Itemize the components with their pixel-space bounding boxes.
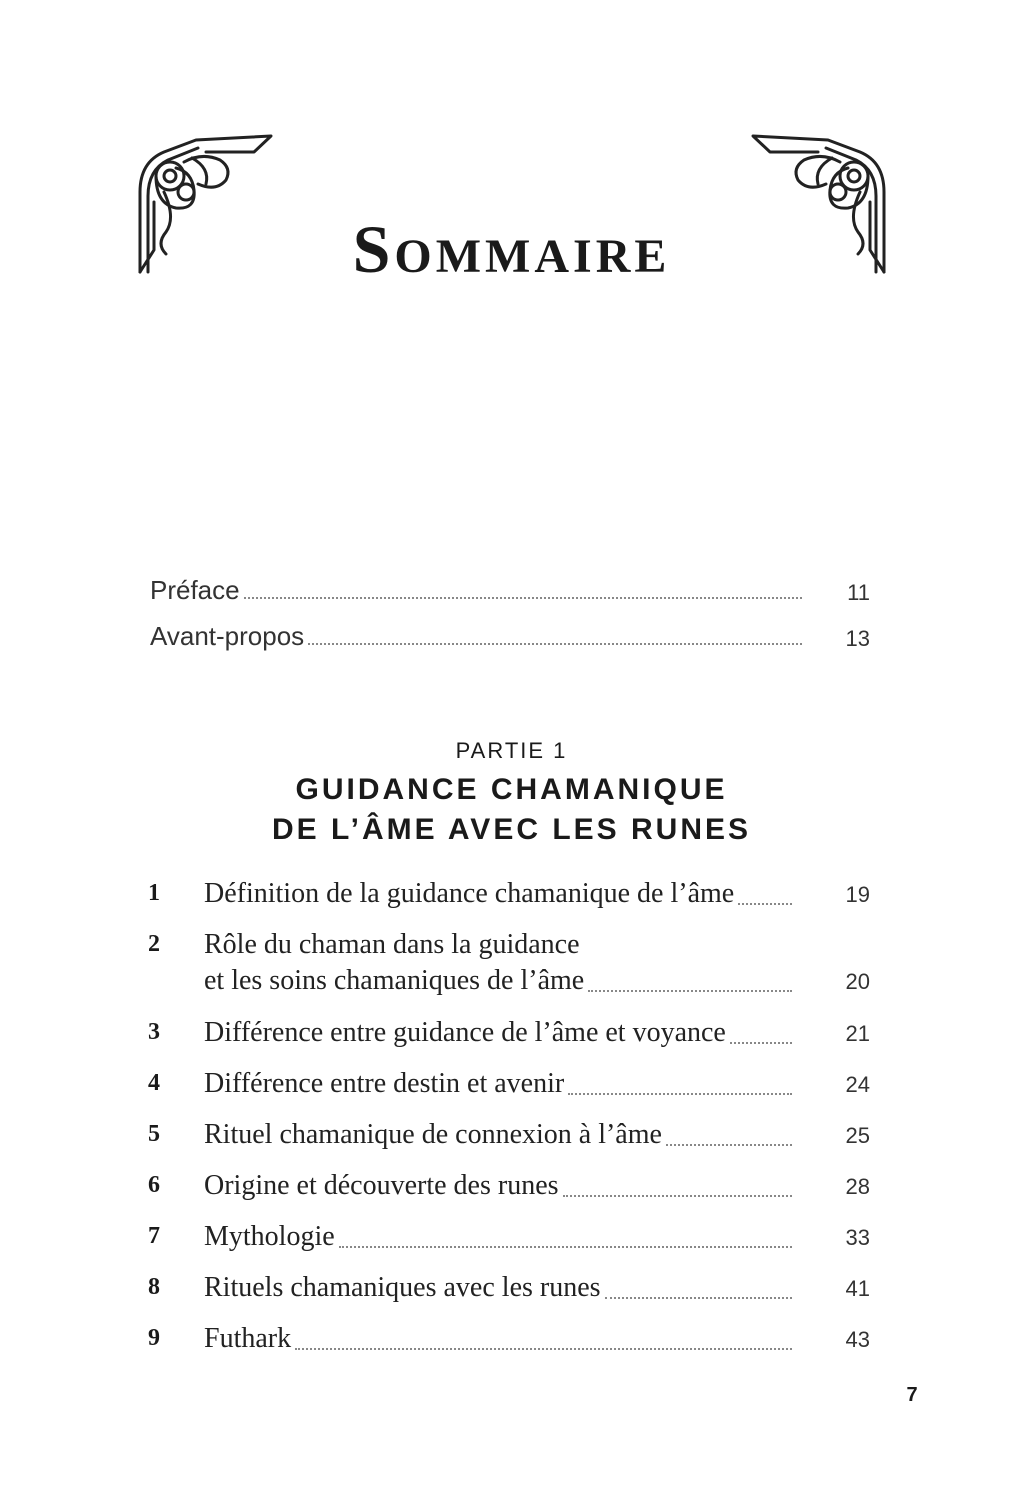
chapter-number: 3	[148, 1019, 160, 1045]
chapter-entry-2[interactable]	[148, 927, 870, 999]
chapter-page: 43	[845, 1327, 870, 1352]
chapter-entry-4[interactable]	[148, 1066, 870, 1102]
leader-dots	[605, 1297, 792, 1299]
leader-dots	[295, 1348, 792, 1350]
chapter-page: 24	[845, 1072, 870, 1097]
chapter-title: Définition de la guidance chamanique de l’âme	[204, 878, 735, 909]
chapter-number: 1	[148, 880, 160, 906]
toc-entry-avant-propos[interactable]	[150, 618, 870, 652]
page-title: Sommaire	[352, 211, 671, 287]
chapter-number: 9	[148, 1325, 160, 1351]
chapter-entry-5[interactable]	[148, 1117, 870, 1153]
chapter-entry-1[interactable]	[148, 876, 870, 912]
chapter-page: 33	[845, 1225, 870, 1250]
chapter-number: 6	[148, 1172, 160, 1198]
toc-entry-label: Préface	[150, 575, 240, 605]
chapter-title-continued: et les soins chamaniques de l’âme	[204, 965, 585, 996]
chapter-title: Différence entre destin et avenir	[204, 1068, 565, 1099]
part-label: PARTIE 1	[455, 738, 568, 763]
toc-entry-label: Avant-propos	[150, 621, 305, 651]
leader-dots	[730, 1042, 792, 1044]
leader-dots	[666, 1144, 792, 1146]
chapter-title: Rituel chamanique de connexion à l’âme	[204, 1119, 662, 1150]
chapter-title: Futhark	[204, 1323, 292, 1354]
chapter-entry-6[interactable]	[148, 1168, 870, 1204]
chapter-page: 28	[845, 1174, 870, 1199]
toc-entry-page: 13	[845, 626, 870, 651]
chapter-title: Différence entre guidance de l’âme et voyance	[204, 1017, 726, 1048]
leader-dots	[588, 990, 792, 992]
chapter-title: Rôle du chaman dans la guidance	[204, 929, 580, 960]
chapter-page: 25	[845, 1123, 870, 1148]
toc-entry-page: 11	[847, 580, 870, 605]
chapter-title: Rituels chamaniques avec les runes	[204, 1272, 601, 1303]
chapter-page: 19	[845, 882, 870, 907]
chapter-number: 8	[148, 1274, 160, 1300]
chapter-number: 7	[148, 1223, 160, 1249]
chapter-entry-3[interactable]	[148, 1015, 870, 1051]
chapter-entry-9[interactable]	[148, 1321, 870, 1357]
chapter-number: 4	[148, 1070, 160, 1096]
leader-dots	[308, 643, 802, 645]
chapter-entry-7[interactable]	[148, 1219, 870, 1255]
leader-dots	[738, 903, 792, 905]
chapter-title: Mythologie	[204, 1221, 335, 1252]
leader-dots	[244, 597, 802, 599]
toc-entry-preface[interactable]	[150, 572, 870, 606]
leader-dots	[568, 1093, 792, 1095]
chapter-number: 5	[148, 1121, 160, 1147]
page-number: 7	[906, 1384, 918, 1406]
part-title	[0, 770, 1023, 850]
chapter-entry-8[interactable]	[148, 1270, 870, 1306]
leader-dots	[339, 1246, 792, 1248]
chapter-page: 20	[845, 969, 870, 994]
part-title-line: DE L’ÂME AVEC LES RUNES	[271, 813, 752, 846]
chapter-title: Origine et découverte des runes	[204, 1170, 559, 1201]
part-title-line: GUIDANCE CHAMANIQUE	[295, 773, 728, 806]
chapter-page: 21	[845, 1021, 870, 1046]
chapter-number: 2	[148, 931, 160, 957]
leader-dots	[563, 1195, 792, 1197]
chapter-page: 41	[845, 1276, 870, 1301]
